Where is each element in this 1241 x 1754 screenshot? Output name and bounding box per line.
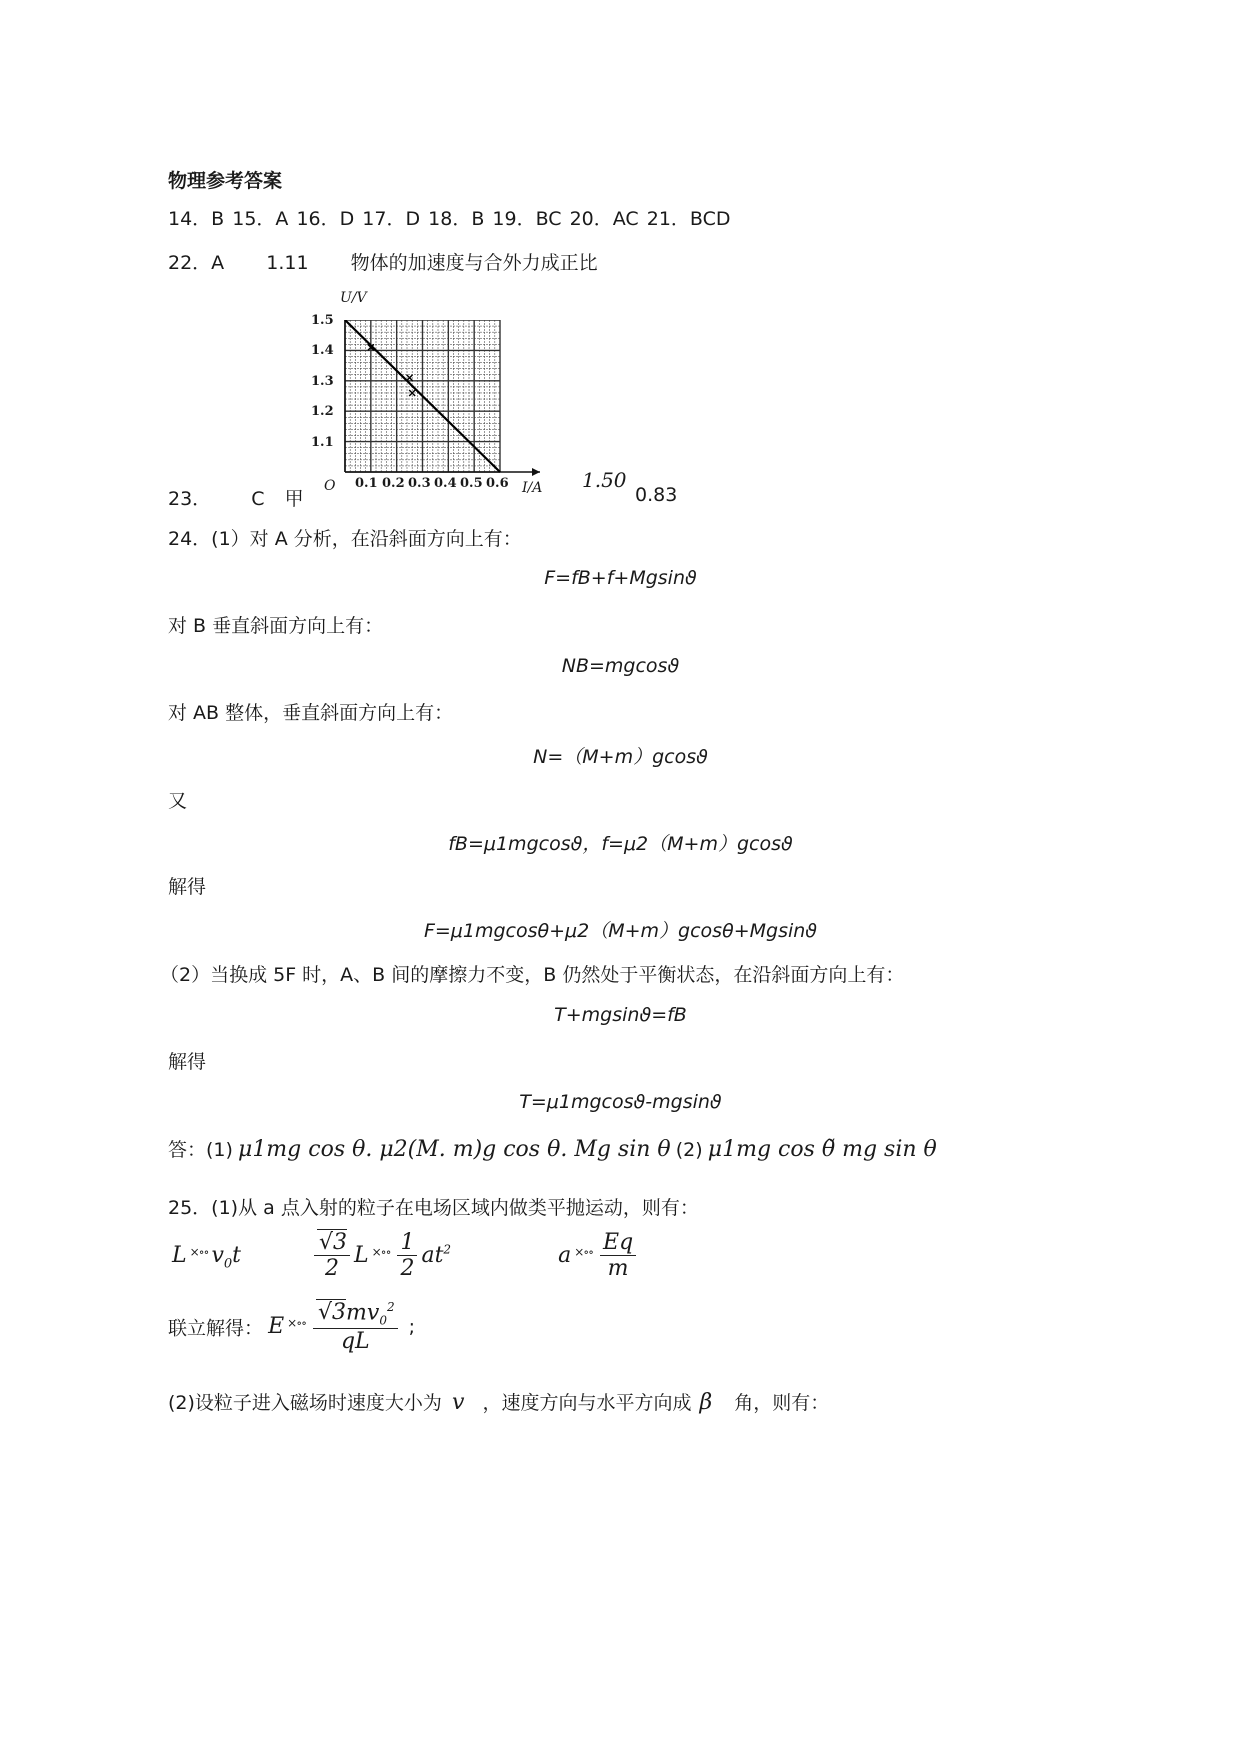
eq-l-vt: L ×∘∘ $v_0t$: [172, 1242, 241, 1271]
x-axis-label: I/A: [522, 480, 543, 496]
q22-text: 物体的加速度与合外力成正比: [350, 252, 598, 274]
q25-result: [168, 1300, 415, 1354]
q22-line: [168, 248, 598, 275]
q23-circuit: 甲: [284, 488, 304, 510]
q25-eq-row: [172, 1230, 640, 1281]
q23-num: 23．: [168, 488, 212, 510]
x-tick-0.3: 0.3: [408, 476, 431, 491]
answer-label: 答：(1): [168, 1139, 233, 1161]
y-tick-1.3: 1.3: [311, 374, 334, 389]
origin-label: O: [324, 478, 336, 494]
x-tick-0.6: 0.6: [486, 476, 509, 491]
mc-answers: 14．B 15．A 16．D 17．D 18．B 19．BC 20．AC 21．BCD: [168, 208, 731, 230]
y-axis-label: U/V: [340, 290, 367, 306]
q24-eq3: N=（M+m）gcosϑ: [533, 746, 708, 768]
q24-p2-intro: （2）当换成 5F 时，A、B 间的摩擦力不变，B 仍然处于平衡状态，在沿斜面方向上有：: [160, 964, 905, 986]
q23-r: 0.83: [635, 484, 678, 506]
v-symbol: v: [451, 1390, 465, 1415]
eq-displacement: $\frac{√3}{2}$ L ×∘∘ $\frac{1}{2}$ $at^2$: [310, 1243, 458, 1268]
q24-you: 又: [168, 790, 188, 812]
title: 物理参考答案: [168, 170, 283, 192]
q24-jiede2: 解得: [168, 1051, 207, 1073]
answer-label2: (2): [675, 1139, 703, 1161]
x-tick-0.5: 0.5: [460, 476, 483, 491]
q24-eq2: NB=mgcosϑ: [561, 655, 680, 677]
lianli-label: 联立解得：: [168, 1317, 264, 1340]
y-tick-1.5: 1.5: [311, 313, 334, 328]
eq-acceleration: a ×∘∘ $\frac{Eq}{m}$: [558, 1243, 640, 1268]
q25-p2: [168, 1388, 829, 1415]
q22-value: 1.11: [266, 252, 309, 274]
q25-intro: 25．(1)从 a 点入射的粒子在电场区域内做类平抛运动，则有：: [168, 1197, 699, 1219]
q22-num: 22．A: [168, 252, 225, 274]
q24-answer: [168, 1135, 937, 1162]
q24-s2: 对 B 垂直斜面方向上有：: [168, 615, 384, 637]
q23-line: [168, 484, 304, 511]
q24-jiede1: 解得: [168, 876, 207, 898]
q25-p2-intro: (2)设粒子进入磁场时速度大小为: [168, 1392, 442, 1414]
y-tick-1.2: 1.2: [311, 404, 334, 419]
q24-s3: 对 AB 整体，垂直斜面方向上有：: [168, 702, 454, 724]
q24-eq5: F=μ1mgcosθ+μ2（M+m）gcosθ+Mgsinϑ: [423, 920, 818, 942]
q24-eq4: fB=μ1mgcosϑ，f=μ2（M+m）gcosϑ: [448, 833, 793, 855]
answer-part2: μ1mg cos θ̃ mg sin θ: [707, 1137, 937, 1162]
q24-eq6: T+mgsinϑ=fB: [554, 1004, 687, 1026]
q24-eq1: F=fB+f+Mgsinϑ: [544, 567, 697, 589]
eq-e-field: E ×∘∘ $\frac{√3mv_0^2}{qL}$: [268, 1314, 408, 1339]
y-tick-1.4: 1.4: [311, 343, 334, 358]
y-tick-1.1: 1.1: [311, 435, 334, 450]
x-axis-arrow: [532, 468, 540, 476]
data-point: [407, 375, 413, 381]
q24-intro: 24．(1）对 A 分析，在沿斜面方向上有：: [168, 528, 522, 550]
q25-p2-mid: ，速度方向与水平方向成: [482, 1392, 692, 1414]
x-tick-0.4: 0.4: [434, 476, 457, 491]
answer-part1: μ1mg cos θ. μ2(M. m)g cos θ. Mg sin θ: [238, 1137, 671, 1162]
beta-symbol: β: [699, 1390, 713, 1415]
q25-p2-end: 角，则有：: [734, 1392, 830, 1414]
semicolon: ;: [408, 1315, 415, 1338]
q23-emf: 1.50: [582, 468, 627, 492]
x-tick-0.2: 0.2: [382, 476, 405, 491]
q23-choice: C: [251, 488, 265, 510]
q24-eq7: T=μ1mgcosϑ-mgsinϑ: [519, 1091, 722, 1113]
x-tick-0.1: 0.1: [355, 476, 378, 491]
